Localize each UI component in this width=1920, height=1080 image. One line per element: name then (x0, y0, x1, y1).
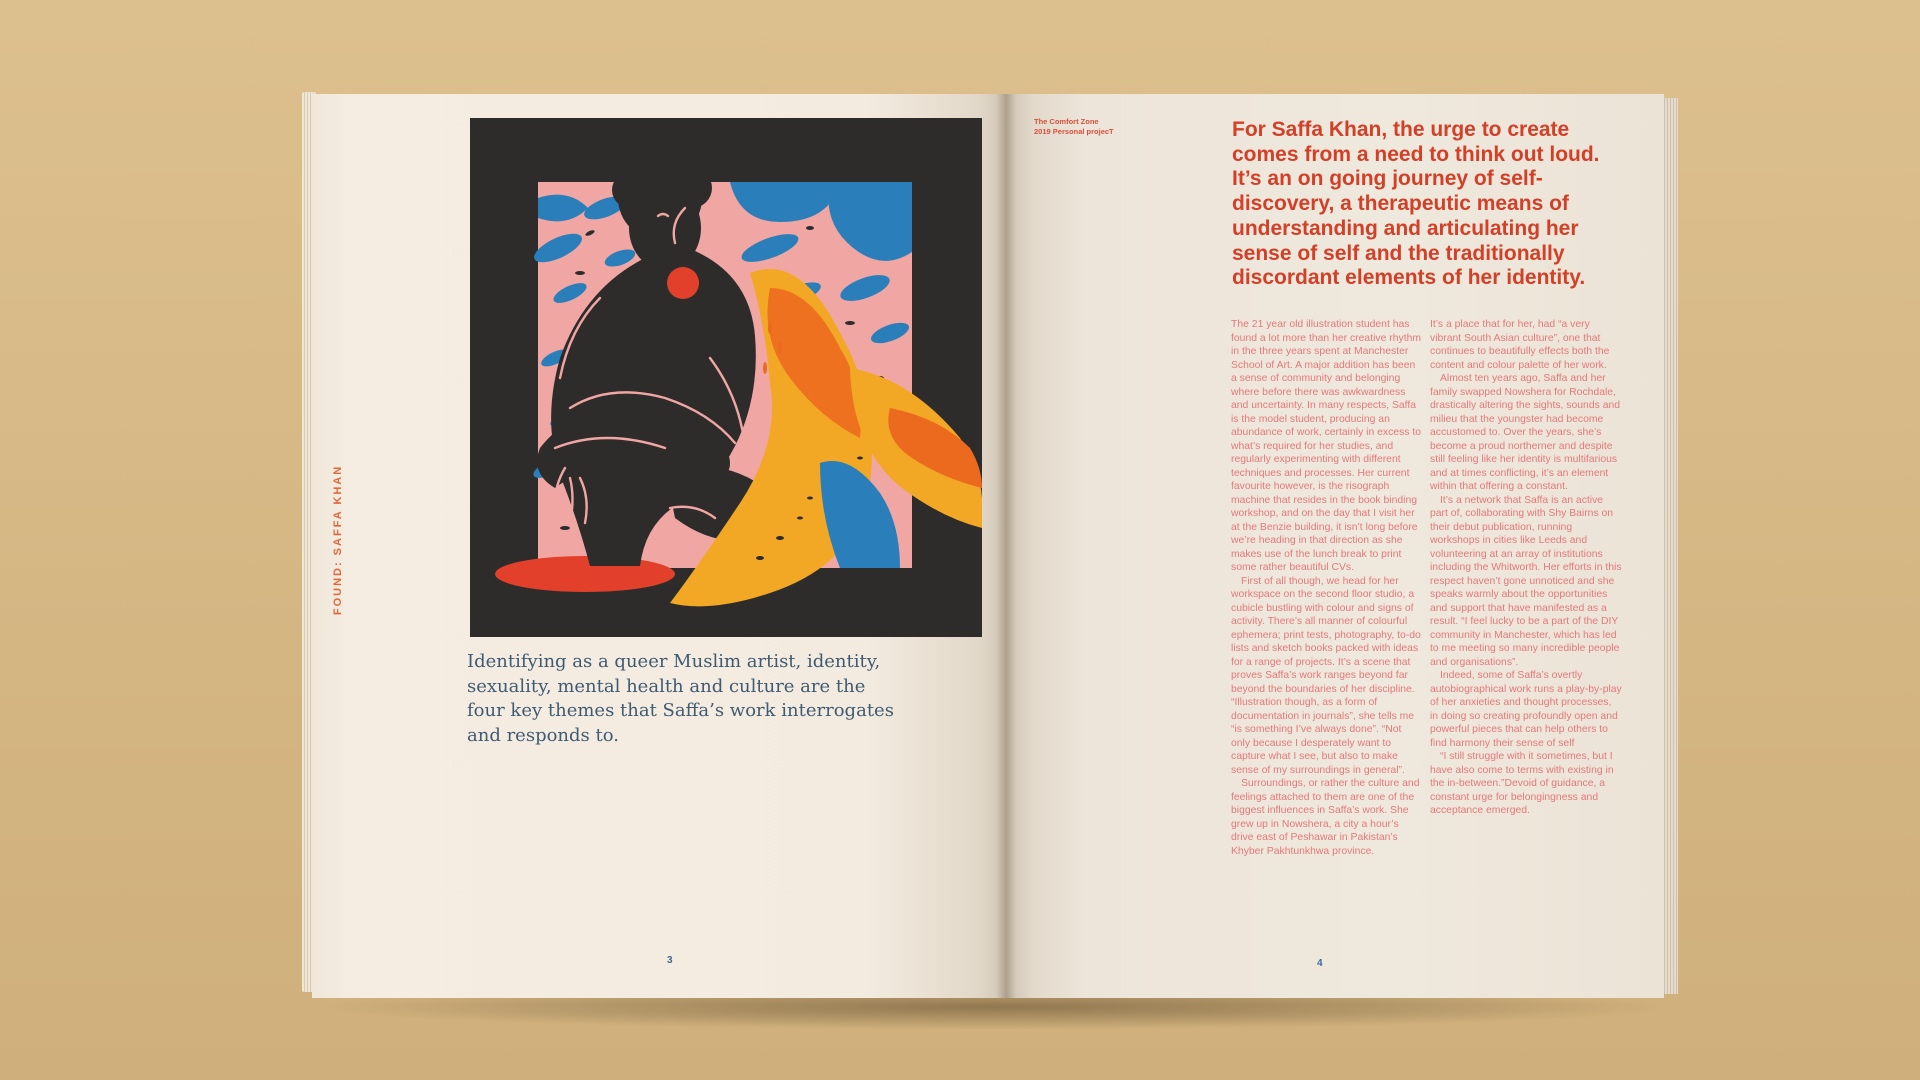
body-paragraph: First of all though, we head for her workspace on the second floor studio, a cubicle bustling with colour and signs of activity. There’s all manner of colourful ephemera; print tests, photography, to-do lists and sketch books packed with ideas for a range of projects. It’s a scene that proves Saffa’s work ranges beyond far beyond the boundaries of her discipline. “Illustration though, as a form of documentation in journals”, she tells me “is something I’ve always done”. “Not only because I desperately want to capture what I see, but also to make sense of my surroundings in general”. (1231, 575, 1421, 776)
body-paragraph: It’s a network that Saffa is an active part of, collaborating with Shy Bairns on their debut publication, running workshops in cities like Leeds and volunteering at an array of institutions including the Whitworth. Her efforts in this respect haven’t gone unnoticed and she speaks warmly about the opportunities and support that have manifested as a result. “I feel lucky to be a part of the DIY community in Manchester, which has led to me meeting so many incredible people and organisations”. (1430, 494, 1622, 668)
book-spine (996, 94, 1016, 998)
running-header (1034, 117, 1114, 137)
body-paragraph: “I still struggle with it sometimes, but I have also come to terms with existing in the in-between.”Devoid of guidance, a constant urge for belongingness and acceptance emerged. (1430, 751, 1614, 816)
side-label: FOUND: SAFFA KHAN (332, 464, 344, 616)
right-page-edges (1662, 98, 1678, 994)
illustration-seated-figure-icon (470, 118, 982, 637)
body-paragraph: Almost ten years ago, Saffa and her family swapped Nowshera for Rochdale, drastically altering the sights, sounds and milieu that the youngster had become accustomed to. Over the years, she’s become a proud northerner and despite still feeling like her identity is multifarious and at times conflicting, it’s an element within that offering a constant. (1430, 373, 1621, 492)
page-number-right: 4 (1317, 958, 1323, 969)
body-paragraph: It’s a place that for her, had “a very vibrant South Asian culture”, one that continues to beautifully effects both the content and colour palette of her work. (1430, 319, 1610, 371)
running-header-subtitle: 2019 Personal projecT (1034, 127, 1114, 136)
body-column-1 (1231, 318, 1423, 858)
body-paragraph: Indeed, some of Saffa’s overtly autobiographical work runs a play-by-play of her anxieties and thought processes, in doing so creating profoundly open and powerful pieces that can help others to find harmony their sense of self (1430, 670, 1622, 749)
page-number-left: 3 (667, 955, 673, 966)
headline: For Saffa Khan, the urge to create comes from a need to think out loud. It’s an on going journey of self-discovery, a therapeutic means of understanding and articulating her sense of self and the traditionally discordant elements of her identity. (1232, 118, 1600, 290)
body-paragraph: Surroundings, or rather the culture and feelings attached to them are one of the biggest influences in Saffa’s work. She grew up in Nowshera, a city a hour’s drive east of Peshawar in Pakistan’s Khyber Pakhtunkhwa province. (1231, 778, 1420, 857)
caption: Identifying as a queer Muslim artist, identity, sexuality, mental health and culture are the four key themes that Saffa’s work interrogates and responds to. (467, 651, 894, 746)
running-header-title: The Comfort Zone (1034, 117, 1099, 126)
body-column-2 (1430, 318, 1622, 818)
body-paragraph: The 21 year old illustration student has found a lot more than her creative rhythm in the three years spent at Manchester School of Art. A major addition has been a sense of community and belonging where before there was awkwardness and uncertainty. In many respects, Saffa is the model student, producing an abundance of work, certainly in excess to what’s required for her studies, and regularly experimenting with different techniques and processes. Her current favourite however, is the risograph machine that resides in the book binding workshop, and on the day that I visit her at the Benzie building, it isn’t long before we’re heading in that direction as she makes use of the lunch break to print some rather beautiful CVs. (1231, 319, 1422, 573)
